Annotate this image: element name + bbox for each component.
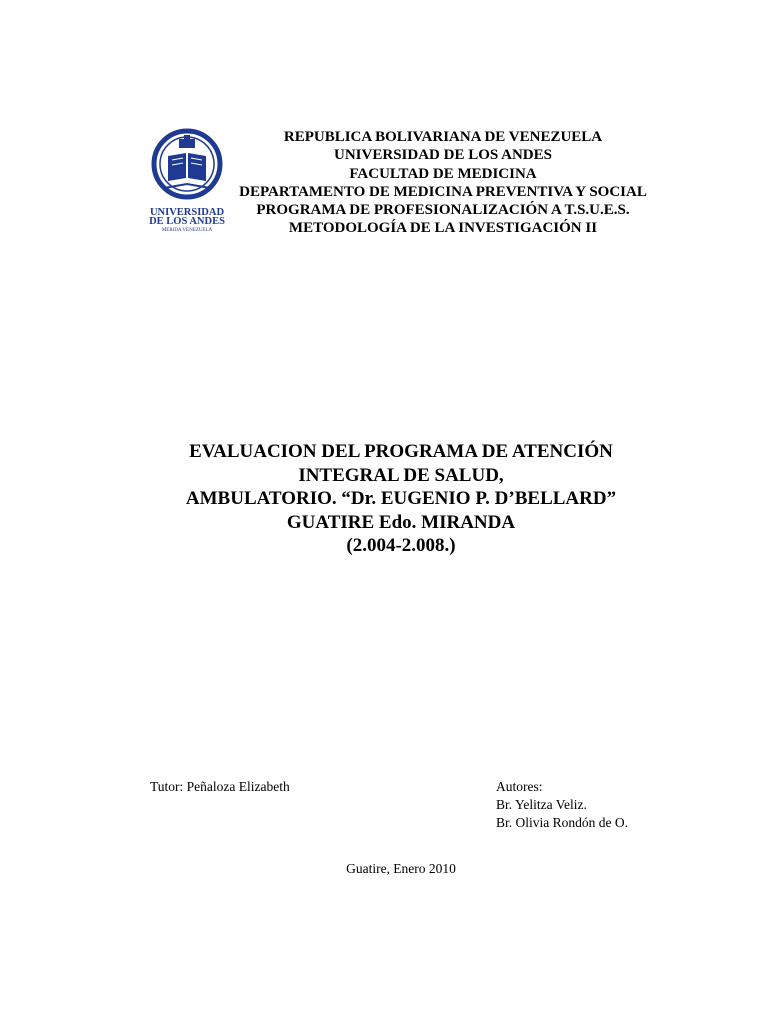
title-line-2: INTEGRAL DE SALUD, [298,464,504,486]
authors-block [496,778,628,832]
svg-text:DE LOS ANDES: DE LOS ANDES [149,216,225,227]
header-line-program: PROGRAMA DE PROFESIONALIZACIÓN A T.S.U.E.S. [256,202,630,219]
header-line-country: REPUBLICA BOLIVARIANA DE VENEZUELA [283,129,603,145]
header-line-department: DEPARTAMENTO DE MEDICINA PREVENTIVA Y SOCIAL [239,183,647,200]
title-line-3: AMBULATORIO. “Dr. EUGENIO P. D’BELLARD” [185,488,617,509]
title-line-5: (2.004-2.008.) [346,535,456,556]
header-line-course: METODOLOGÍA DE LA INVESTIGACIÓN II [288,220,598,237]
header-line-university: UNIVERSIDAD DE LOS ANDES [334,147,552,164]
author-name: Br. Yelitza Veliz. [496,797,587,812]
institution-header [232,128,654,238]
authors-heading: Autores: [496,779,543,794]
place-and-date: Guatire, Enero 2010 [346,861,456,876]
tutor-name: Tutor: Peñaloza Elizabeth [150,779,290,794]
title-line-1: EVALUACION DEL PROGRAMA DE ATENCIÓN [189,441,613,462]
author-name: Br. Olivia Rondón de O. [496,815,628,830]
document-title [140,440,662,558]
svg-text:UNIVERSIDAD: UNIVERSIDAD [149,207,225,218]
university-logo [142,126,232,234]
title-line-4: GUATIRE Edo. MIRANDA [286,511,516,533]
svg-text:MERIDA VENEZUELA: MERIDA VENEZUELA [161,228,213,233]
university-seal-icon [142,126,232,234]
header-line-faculty: FACULTAD DE MEDICINA [349,165,537,182]
